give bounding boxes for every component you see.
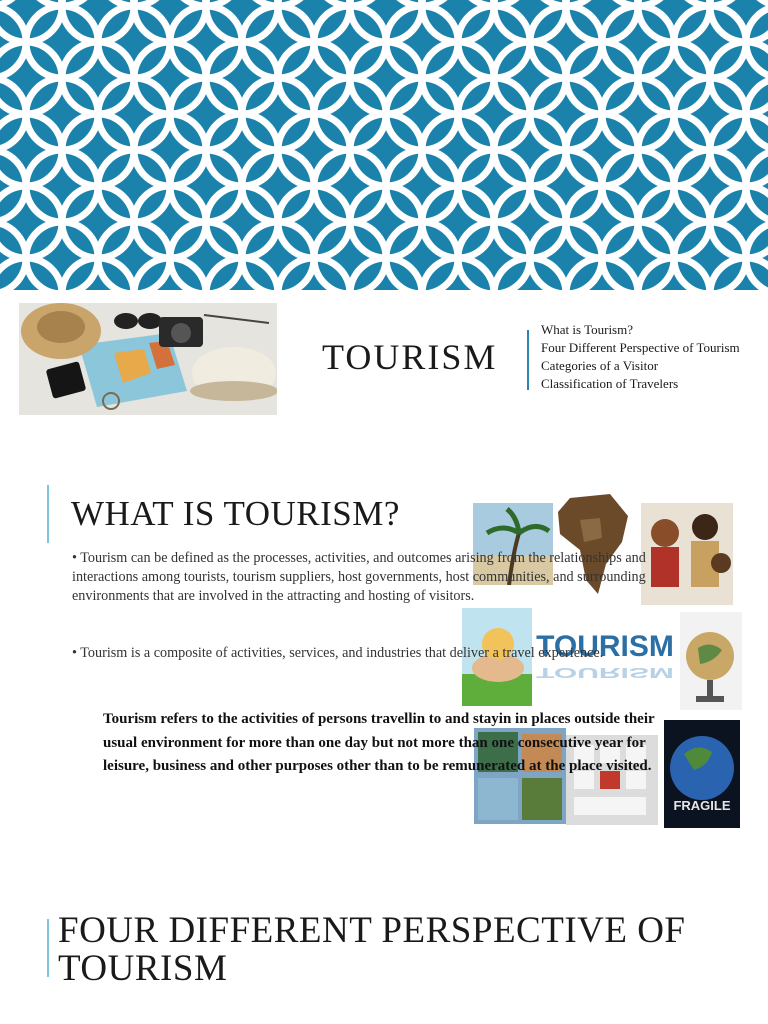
travel-items-photo	[19, 303, 277, 415]
pattern-banner	[0, 0, 768, 290]
collage-word: TOURISM	[536, 630, 674, 663]
earth-image	[664, 720, 740, 828]
definition-bullet: • Tourism is a composite of activities, services, and industries that deliver a travel experience.	[72, 645, 604, 661]
section-accent-bar	[47, 485, 49, 543]
collage-tag: FRAGILE	[673, 798, 731, 813]
collage-word-reflection: TOURISM	[536, 664, 674, 681]
desk-globe-image	[680, 612, 742, 710]
title-divider	[527, 330, 529, 390]
section-heading: FOUR DIFFERENT PERSPECTIVE OF TOURISM	[58, 910, 686, 989]
agenda-item: Classification of Travelers	[541, 376, 679, 391]
definition-quote: Tourism refers to the activities of persons travellin to and stayin in places outside their usual environment for more than one day but not more than one consecutive year for leisure, business and other purposes other than to be remunerated at the place visited.	[103, 711, 655, 774]
section-accent-bar	[47, 919, 49, 977]
agenda-item: Four Different Perspective of Tourism	[541, 340, 740, 355]
agenda-list	[541, 321, 740, 393]
agenda-item: What is Tourism?	[541, 322, 634, 337]
definition-bullet: • Tourism can be defined as the processes, activities, and outcomes arising from the relationships and interactions among tourists, tourism suppliers, host governments, host communities, and surrounding environments that are involved in the attracting and hosting of visitors.	[72, 550, 646, 604]
agenda-item: Categories of a Visitor	[541, 358, 659, 373]
section-heading: WHAT IS TOURISM?	[71, 494, 400, 533]
slide-title: TOURISM	[322, 337, 498, 377]
